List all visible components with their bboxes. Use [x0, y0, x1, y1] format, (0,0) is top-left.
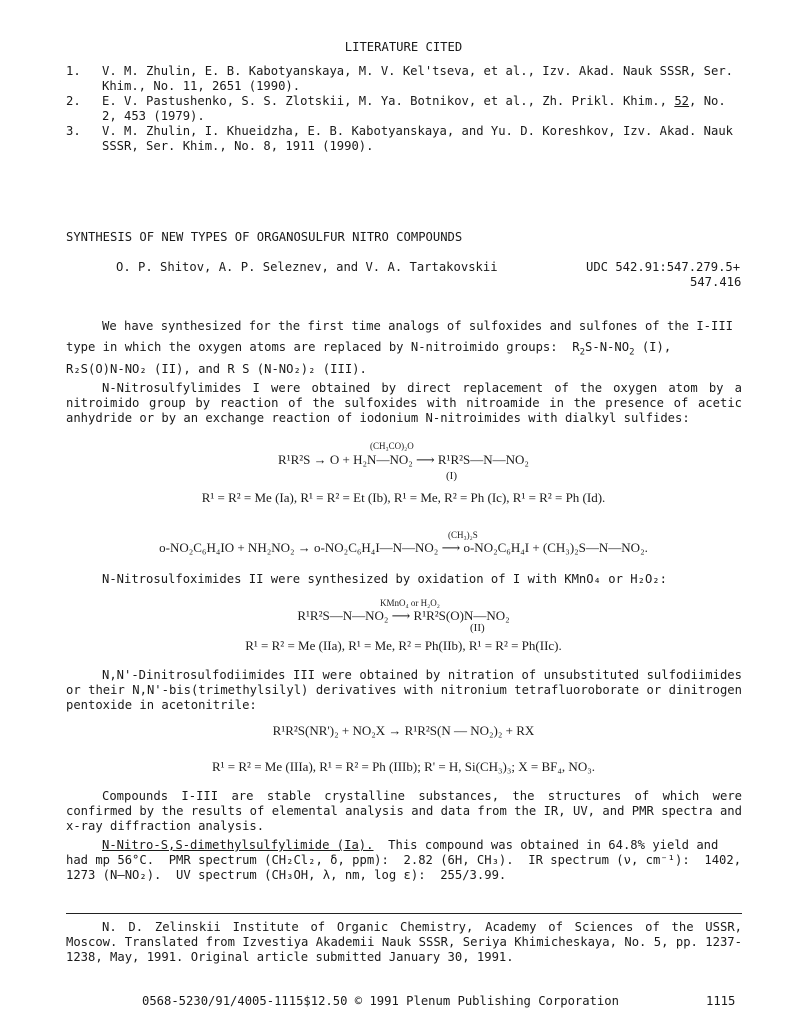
ref-text: E. V. Pastushenko, S. S. Zlotskii, M. Ya. Botnikov, et al., Zh. Prikl. Khim., 52, No. 2, 453 (1979). — [102, 94, 726, 123]
equation-3: R¹R²S—N—NO₂ ⟶ R¹R²S(O)N—NO₂ — [297, 608, 510, 623]
equation-1: R¹R²S → O + H₂N—NO₂ ⟶ R¹R²S—N—NO₂ — [278, 452, 529, 467]
paragraph-sulfodiimides: N,N'-Dinitrosulfodiimides III were obtained by nitration of unsubstituted sulfodiimides or their N,N'-bis(trimethylsilyl) derivatives with nitronium tetrafluoroborate or dinitrogen pentoxide in acetonitrile: — [66, 668, 742, 712]
equation-2: o-NO₂C₆H₄IO + NH₂NO₂ → o-NO₂C₆H₄I—N—NO₂ ⟶ o-NO₂C₆H₄I + (CH₃)₂S—N—NO₂. — [159, 540, 648, 555]
udc-line-2: 547.416 — [690, 275, 742, 289]
footer-affiliation: N. D. Zelinskii Institute of Organic Chemistry, Academy of Sciences of the USSR, Moscow. Translated from Izvestiya Akademii Nauk SSSR, Seriya Khimicheskaya, No. 5, pp. 1237-1238, May, 1991. Original article submitted January 30, 1991. — [66, 920, 742, 964]
eq3-reagent: KMnO₄ or H₂O₂ — [380, 598, 440, 608]
eq4-substituents: R¹ = R² = Me (IIIa), R¹ = R² = Ph (IIIb); R' = H, Si(CH₃)₃; X = BF₄, NO₃. — [211, 759, 595, 774]
paragraph-compound-ia-line3: 1273 (N—NO₂). UV spectrum (CH₃OH, λ, nm, log ε): 255/3.99. — [66, 868, 507, 882]
equation-4: R¹R²S(NR')₂ + NO₂X → R¹R²S(N — NO₂)₂ + RX — [272, 723, 535, 738]
paragraph-compound-ia-line1: N-Nitro-S,S-dimethylsulfylimide (Ia). This compound was obtained in 64.8% yield and — [102, 838, 719, 852]
article-authors: O. P. Shitov, A. P. Seleznev, and V. A. Tartakovskii — [116, 260, 498, 274]
ref-text: V. M. Zhulin, I. Khueidzha, E. B. Kabotyanskaya, and Yu. D. Koreshkov, Izv. Akad. Nauk SSSR, Ser. Khim., No. 8, 1911 (1990). — [102, 124, 734, 153]
ref-number: 1. — [66, 64, 81, 78]
copyright-line: 0568-5230/91/4005-1115$12.50 © 1991 Plenum Publishing Corporation — [142, 994, 619, 1008]
literature-heading: LITERATURE CITED — [344, 40, 463, 54]
paragraph-sulfylimides: N-Nitrosulfylimides I were obtained by direct replacement of the oxygen atom by a nitroimido group by reaction of the sulfoxides with nitroamide in the presence of acetic anhydride or by an exchange reaction of iodonium N-nitroimides with dialkyl sulfides: — [66, 381, 742, 425]
paragraph-intro-line3: R₂S(O)N-NO₂ (II), and R S (N-NO₂)₂ (III). — [66, 362, 367, 376]
footer-divider — [66, 913, 742, 914]
article-title: SYNTHESIS OF NEW TYPES OF ORGANOSULFUR NITRO COMPOUNDS — [66, 230, 463, 244]
eq1-label: (I) — [446, 470, 457, 482]
ref-number: 3. — [66, 124, 81, 138]
eq1-substituents: R¹ = R² = Me (Ia), R¹ = R² = Et (Ib), R¹ = Me, R² = Ph (Ic), R¹ = R² = Ph (Id). — [201, 490, 606, 505]
paragraph-sulfoximides: N-Nitrosulfoximides II were synthesized by oxidation of I with KMnO₄ or H₂O₂: — [102, 572, 667, 586]
page-number: 1115 — [706, 994, 736, 1008]
paragraph-intro-line1: We have synthesized for the first time analogs of sulfoxides and sulfones of the I-III — [102, 319, 734, 333]
udc-line-1: UDC 542.91:547.279.5+ — [586, 260, 741, 274]
paragraph-intro-line2: type in which the oxygen atoms are replaced by N-nitroimido groups: $R_2S-N-NO_2$ (I), — [66, 340, 672, 358]
eq3-substituents: R¹ = R² = Me (IIa), R¹ = Me, R² = Ph(IIb), R¹ = R² = Ph(IIc). — [245, 638, 562, 653]
ref-text: V. M. Zhulin, E. B. Kabotyanskaya, M. V. Kel'tseva, et al., Izv. Akad. Nauk SSSR, Ser. Khim., No. 11, 2651 (1990). — [102, 64, 734, 93]
eq3-label: (II) — [470, 622, 485, 634]
paragraph-stability: Compounds I-III are stable crystalline substances, the structures of which were confirmed by the results of elemental analysis and data from the IR, UV, and PMR spectra and x-ray diffraction analysis. — [66, 789, 742, 833]
eq2-reagent: (CH₃)₂S — [448, 530, 478, 540]
ref-number: 2. — [66, 94, 81, 108]
compound-ia-title: N-Nitro-S,S-dimethylsulfylimide (Ia). — [102, 838, 374, 852]
eq1-reagent: (CH₃CO)₂O — [370, 441, 414, 451]
paragraph-compound-ia-line2: had mp 56°C. PMR spectrum (CH₂Cl₂, δ, ppm): 2.82 (6H, CH₃). IR spectrum (ν, cm⁻¹): 1402, — [66, 853, 742, 867]
